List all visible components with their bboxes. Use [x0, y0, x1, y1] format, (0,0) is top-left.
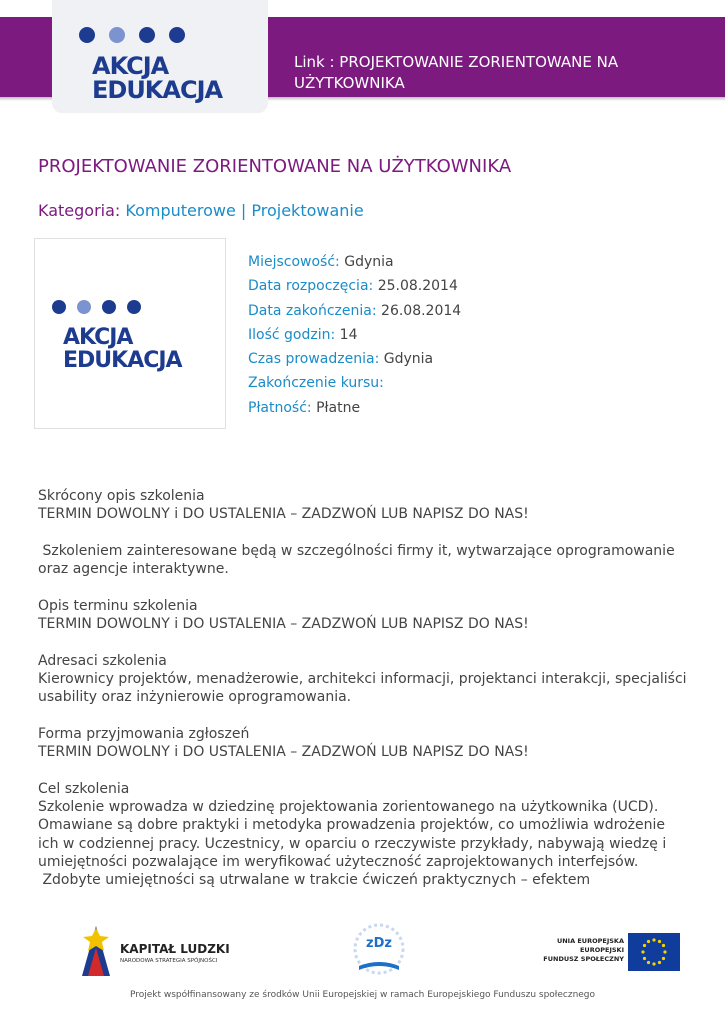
section-heading: Forma przyjmowania zgłoszeń: [38, 725, 250, 742]
section-text: Kierownicy projektów, menadżerowie, architekci informacji, projektanci interakcji, specjaliści usability oraz inżynierowie oprogramowania.: [38, 670, 692, 706]
section-text: TERMIN DOWOLNY i DO USTALENIA – ZADZWOŃ LUB NAPISZ DO NAS!: [38, 744, 529, 761]
logo-dot: [77, 300, 91, 314]
page-title: PROJEKTOWANIE ZORIENTOWANE NA UŻYTKOWNIKA: [38, 156, 512, 177]
kapital-ludzki-title: KAPITAŁ LUDZKI: [120, 942, 230, 956]
eu-line: EUROPEJSKI: [579, 946, 624, 954]
detail-label: Data zakończenia:: [248, 302, 377, 319]
detail-value: Gdynia: [344, 254, 394, 270]
logo-dots: [79, 27, 185, 43]
detail-label: Zakończenie kursu:: [248, 375, 384, 392]
logo-word-edukacja: EDUKACJA: [92, 76, 223, 104]
logo-dot: [79, 27, 95, 43]
eu-line: UNIA EUROPEJSKA: [556, 937, 624, 945]
zdz-text: zDz: [366, 936, 392, 951]
detail-row-hours: [248, 323, 461, 347]
detail-value: 25.08.2014: [377, 278, 458, 295]
detail-label: Czas prowadzenia:: [248, 351, 380, 368]
section-heading: Adresaci szkolenia: [38, 652, 167, 669]
section-term-description: [38, 597, 688, 634]
section-text: TERMIN DOWOLNY i DO USTALENIA – ZADZWOŃ LUB NAPISZ DO NAS!: [38, 506, 529, 523]
eu-flag-icon: [628, 933, 680, 971]
logo-dot: [52, 300, 66, 314]
logo-dot: [127, 300, 141, 314]
detail-label: Ilość godzin:: [248, 326, 336, 343]
section-text: Szkoleniem zainteresowane będą w szczególności firmy it, wytwarzające oprogramowanie oraz agencje interaktywne.: [38, 542, 680, 578]
detail-label: Data rozpoczęcia:: [248, 278, 374, 295]
section-application-form: [38, 725, 688, 762]
category-label: Kategoria:: [38, 201, 121, 220]
detail-label: Miejscowość:: [248, 254, 340, 270]
section-short-description: [38, 487, 688, 524]
thumbnail-dots: [52, 300, 141, 314]
detail-value: 26.08.2014: [381, 302, 462, 319]
eu-line: FUNDUSZ SPOŁECZNY: [543, 955, 624, 963]
kapital-ludzki-logo: [78, 924, 248, 978]
detail-row-venue: [248, 347, 461, 371]
detail-row-location: [248, 250, 461, 274]
logo-dot: [102, 300, 116, 314]
detail-row-completion: [248, 371, 461, 395]
section-goal: [38, 780, 688, 890]
detail-value: Gdynia: [383, 351, 434, 368]
section-heading: Cel szkolenia: [38, 780, 130, 797]
detail-row-end-date: [248, 299, 461, 323]
eu-text: [540, 937, 624, 964]
thumbnail-word-akcja: AKCJA: [63, 325, 133, 350]
logo-dot: [169, 27, 185, 43]
section-heading: Skrócony opis szkolenia: [38, 488, 205, 504]
category-link[interactable]: Komputerowe | Projektowanie: [125, 201, 364, 220]
course-thumbnail: [34, 238, 226, 429]
site-logo[interactable]: [52, 0, 268, 113]
course-description: [38, 487, 692, 890]
header-link[interactable]: Link : PROJEKTOWANIE ZORIENTOWANE NA UŻYTKOWNIKA: [294, 53, 619, 92]
detail-label: Płatność:: [248, 399, 312, 416]
logo-dot: [139, 27, 155, 43]
section-target-firms: [38, 542, 688, 579]
section-heading: Opis terminu szkolenia: [38, 597, 198, 614]
zdz-logo: [346, 922, 412, 980]
section-audience: [38, 652, 692, 707]
kapital-ludzki-emblem-icon: [78, 924, 114, 978]
section-text: Szkolenie wprowadza w dziedzinę projektowania zorientowanego na użytkownika (UCD). Omawiane są dobre praktyki i metodyka prowadzenia projektów, co umożliwia wdrożenie ich w codziennej pracy. Uczestnicy, w oparciu o rzeczywiste przykłady, nabywają wiedzę i umiejętności pozwalające im weryfikować użyteczność zaprojektowanych interfejsów. Zdobyte umiejętności są utrwalane w trakcie ćwiczeń praktycznych – efektem: [38, 799, 667, 889]
detail-row-payment: [248, 396, 461, 420]
detail-value: 14: [339, 326, 358, 343]
detail-row-start-date: [248, 274, 461, 298]
eu-social-fund-logo: [540, 931, 680, 973]
thumbnail-word-edukacja: EDUKACJA: [63, 348, 182, 373]
detail-value: Płatne: [316, 399, 361, 416]
zdz-emblem-icon: [346, 922, 412, 980]
logo-dot: [109, 27, 125, 43]
course-details: [248, 250, 461, 420]
footer-note: Projekt współfinansowany ze środków Unii Europejskiej w ramach Europejskiego Funduszu społecznego: [129, 990, 596, 1000]
kapital-ludzki-subtitle: NARODOWA STRATEGIA SPÓJNOŚCI: [120, 958, 218, 964]
category-line: [38, 201, 364, 220]
logo-word-akcja: AKCJA: [92, 52, 169, 80]
section-text: TERMIN DOWOLNY i DO USTALENIA – ZADZWOŃ LUB NAPISZ DO NAS!: [38, 616, 529, 633]
